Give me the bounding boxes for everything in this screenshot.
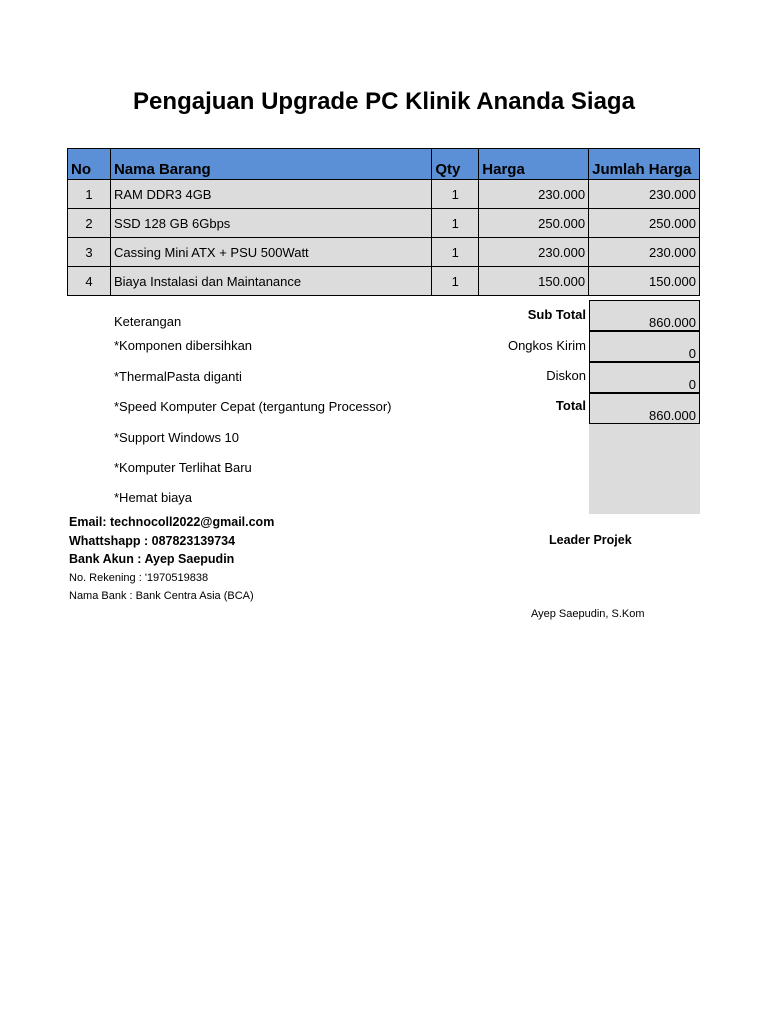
notes-heading: Keterangan <box>114 314 182 329</box>
table-row <box>68 180 700 209</box>
note-item: *Support Windows 10 <box>114 430 240 445</box>
cell-no: 2 <box>68 209 111 238</box>
cell-name: SSD 128 GB 6Gbps <box>110 209 431 238</box>
cell-no: 4 <box>68 267 111 296</box>
total-value: 860.000 <box>589 393 700 424</box>
cell-total: 230.000 <box>589 180 700 209</box>
cell-total: 250.000 <box>589 209 700 238</box>
column-header-price: Harga <box>479 149 589 180</box>
contact-bank-name: Nama Bank : Bank Centra Asia (BCA) <box>69 590 254 602</box>
cell-total: 230.000 <box>589 238 700 267</box>
column-header-name: Nama Barang <box>110 149 431 180</box>
shipping-value: 0 <box>589 331 700 362</box>
cell-qty: 1 <box>432 238 479 267</box>
cell-price: 230.000 <box>479 180 589 209</box>
items-table <box>67 148 700 296</box>
signature-role: Leader Projek <box>549 533 632 547</box>
cell-qty: 1 <box>432 180 479 209</box>
contact-account-number: No. Rekening : '1970519838 <box>69 572 209 584</box>
table-row <box>68 267 700 296</box>
cell-no: 3 <box>68 238 111 267</box>
contact-whatsapp: Whattshapp : 087823139734 <box>69 534 236 548</box>
contact-email: Email: technocoll2022@gmail.com <box>69 515 275 529</box>
note-item: *Komponen dibersihkan <box>114 338 253 353</box>
total-label: Total <box>555 398 586 413</box>
subtotal-label: Sub Total <box>527 307 586 322</box>
contact-bank-account: Bank Akun : Ayep Saepudin <box>69 552 235 566</box>
cell-name: RAM DDR3 4GB <box>110 180 431 209</box>
cell-total: 150.000 <box>589 267 700 296</box>
column-header-no: No <box>68 149 111 180</box>
summary-filler-area <box>589 424 700 514</box>
note-item: *ThermalPasta diganti <box>114 369 242 384</box>
column-header-qty: Qty <box>432 149 479 180</box>
cell-name: Cassing Mini ATX + PSU 500Watt <box>110 238 431 267</box>
cell-no: 1 <box>68 180 111 209</box>
signature-name: Ayep Saepudin, S.Kom <box>531 608 645 620</box>
note-item: *Hemat biaya <box>114 490 193 505</box>
document-title: Pengajuan Upgrade PC Klinik Ananda Siaga <box>133 88 635 115</box>
note-item: *Komputer Terlihat Baru <box>114 460 252 475</box>
subtotal-value: 860.000 <box>589 300 700 331</box>
cell-price: 230.000 <box>479 238 589 267</box>
table-row <box>68 209 700 238</box>
cell-name: Biaya Instalasi dan Maintanance <box>110 267 431 296</box>
cell-price: 250.000 <box>479 209 589 238</box>
shipping-label: Ongkos Kirim <box>507 338 586 353</box>
cell-qty: 1 <box>432 267 479 296</box>
note-item: *Speed Komputer Cepat (tergantung Processor) <box>114 399 392 414</box>
table-row <box>68 238 700 267</box>
column-header-total: Jumlah Harga <box>589 149 700 180</box>
discount-value: 0 <box>589 362 700 393</box>
cell-qty: 1 <box>432 209 479 238</box>
discount-label: Diskon <box>546 368 586 383</box>
table-header-row <box>68 149 700 180</box>
cell-price: 150.000 <box>479 267 589 296</box>
